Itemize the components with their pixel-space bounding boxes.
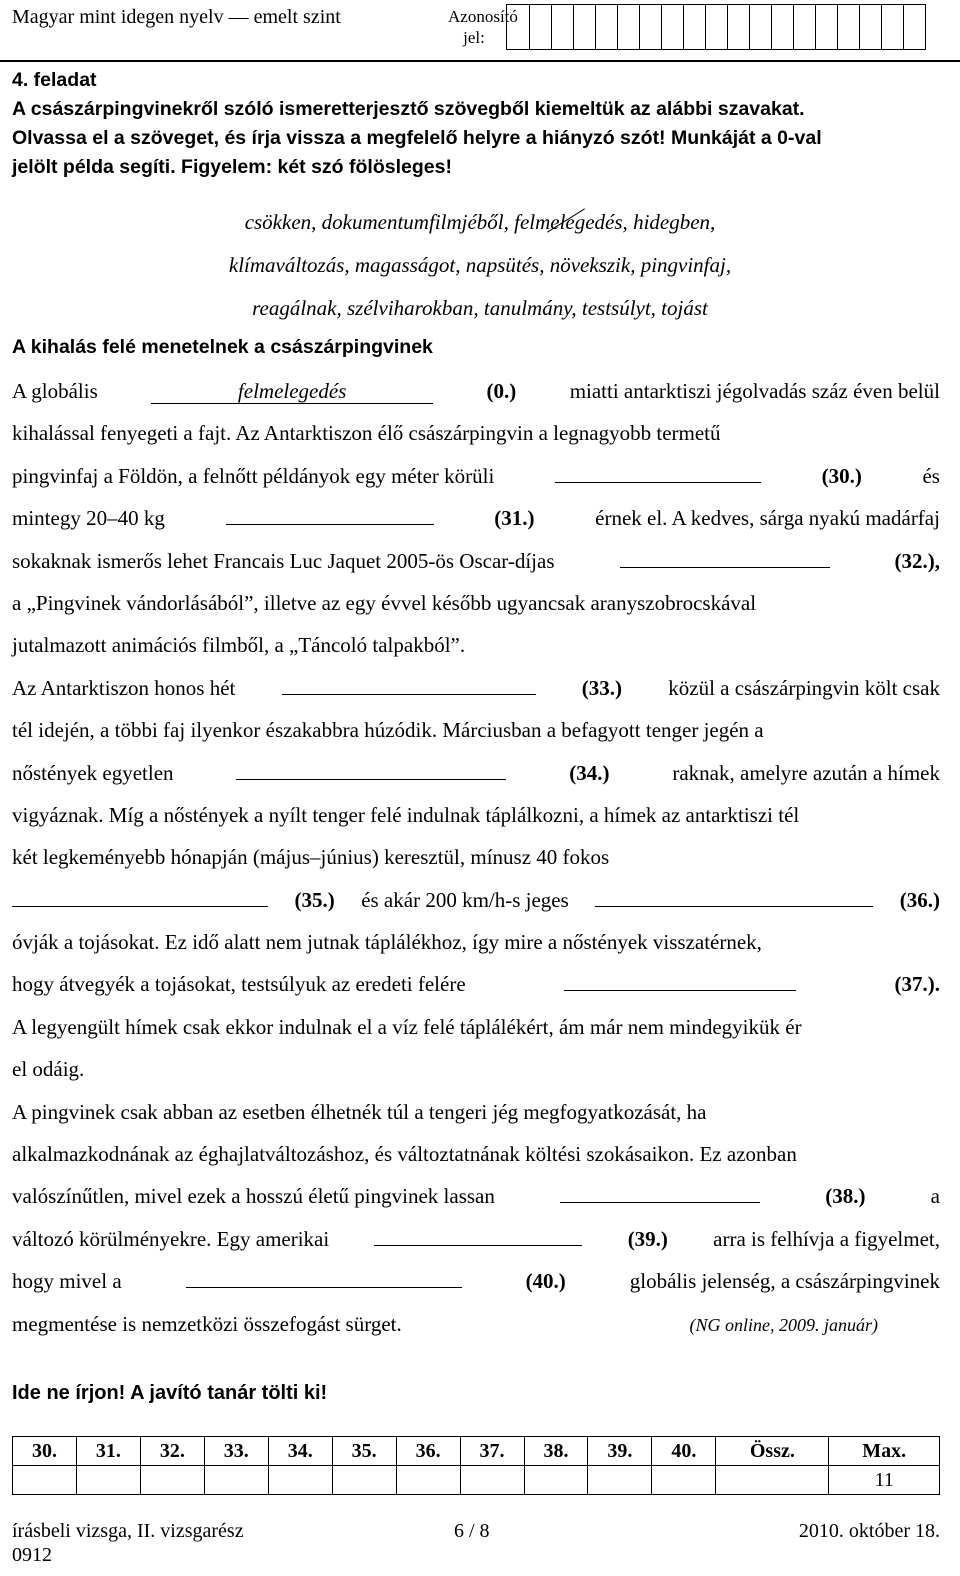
gap-number: (0.) [486,379,517,403]
score-cell[interactable] [588,1466,652,1495]
gap-number: (35.) [294,887,335,912]
gap-number: (40.) [525,1269,566,1294]
answer-blank-37[interactable] [564,964,796,991]
score-cell[interactable] [396,1466,460,1495]
instruction-line: Olvassa el a szöveget, és írja vissza a megfelelő helyre a hiányzó szót! Munkáját a 0-val [12,127,822,149]
score-header: 31. [76,1437,140,1466]
text-line: jutalmazott animációs filmből, a „Táncoló talpakból”. [12,633,466,658]
text-line: tél idején, a többi faj ilyenkor északabbra húzódik. Márciusban a befagyott tenger jegén a [12,718,764,743]
text-segment: és [922,463,940,488]
answer-blank-36[interactable] [595,880,873,907]
footer-exam-part: írásbeli vizsga, II. vizsgarész [12,1520,244,1542]
score-header: 39. [588,1437,652,1466]
score-header: 30. [13,1437,77,1466]
exam-title: Magyar mint idegen nyelv — emelt szint [12,6,341,28]
score-header: 34. [268,1437,332,1466]
answer-blank-40[interactable] [186,1261,462,1288]
text-line: A legyengült hímek csak ekkor indulnak el a víz felé táplálékért, ám már nem mindegyikük ér [12,1014,802,1039]
id-label: Azonosító jel: [448,7,518,47]
score-header: 32. [140,1437,204,1466]
score-cell[interactable] [460,1466,524,1495]
page-number: 6 / 8 [454,1520,490,1542]
word-bank-example-struck: felmelegedés, [514,206,628,238]
score-cell[interactable] [76,1466,140,1495]
text-segment: a [930,1184,940,1209]
text-line: óvják a tojásokat. Ez idő alatt nem jutnak táplálékhoz, így mire a nőstények visszatérnek, [12,930,762,955]
score-header: 36. [396,1437,460,1466]
grader-note: Ide ne írjon! A javító tanár tölti ki! [12,1382,328,1404]
score-table [12,1436,940,1495]
word-bank-text: klímaváltozás, magasságot, napsütés, növekszik, pingvinfaj, [228,253,732,277]
text-segment: globális jelenség, a császárpingvinek [629,1269,940,1294]
footer-code: 0912 [12,1544,52,1566]
text-segment: pingvinfaj a Földön, a felnőtt példányok egy méter körüli [12,463,495,488]
answer-blank-30[interactable] [555,456,761,483]
score-cell[interactable] [652,1466,716,1495]
task-instructions [12,66,942,182]
text-line: vigyáznak. Míg a nőstények a nyílt tenger felé indulnak táplálkozni, a hímek az antarktiszi tél [12,802,800,827]
text-line: két legkeményebb hónapján (május–június) keresztül, mínusz 40 fokos [12,845,610,870]
word-bank-text: hidegben, [633,210,716,234]
score-header: 40. [652,1437,716,1466]
score-header: Max. [829,1437,940,1466]
answer-blank-31[interactable] [226,498,434,525]
answer-blank-35[interactable] [12,880,268,907]
text-segment: hogy mivel a [12,1269,122,1294]
score-header: 35. [332,1437,396,1466]
answer-blank-32[interactable] [620,541,830,568]
text-segment: hogy átvegyék a tojásokat, testsúlyuk az eredeti felére [12,972,466,997]
gap-number: (31.) [494,506,535,531]
text-segment: változó körülményekre. Egy amerikai [12,1226,330,1251]
page-header [0,0,960,56]
text-segment: Az Antarktiszon honos hét [12,675,236,700]
text-segment: közül a császárpingvin költ csak [668,675,940,700]
score-header-row [13,1437,940,1466]
answer-blank-33[interactable] [282,668,536,695]
gap-number: (36.) [899,887,940,912]
instruction-line: jelölt példa segíti. Figyelem: két szó fölösleges! [12,156,452,178]
text-line: A pingvinek csak abban az esetben élhetnék túl a tengeri jég megfogyatkozását, ha [12,1099,707,1124]
answer-blank-38[interactable] [560,1176,760,1203]
text-segment: sokaknak ismerős lehet Francais Luc Jaquet 2005-ös Oscar-díjas [12,548,555,573]
header-rule [0,60,960,62]
text-line: kihalással fenyegeti a fajt. Az Antarktiszon élő császárpingvin a legnagyobb termetű [12,421,721,446]
text-line: el odáig. [12,1057,85,1082]
text-segment: raknak, amelyre azután a hímek [672,760,940,785]
task-number: 4. feladat [12,69,97,91]
article-title: A kihalás felé menetelnek a császárpingvinek [12,336,433,358]
gap-number: (34.) [569,760,610,785]
word-bank-text: csökken, dokumentumfilmjéből, [244,210,509,234]
gap-number: (33.) [581,675,623,700]
score-cell[interactable] [524,1466,588,1495]
text-segment: valószínűtlen, mivel ezek a hosszú életű pingvinek lassan [12,1184,495,1209]
instruction-line: A császárpingvinekről szóló ismeretterjesztő szövegből kiemeltük az alábbi szavakat. [12,98,805,120]
score-cell[interactable] [268,1466,332,1495]
score-cell[interactable] [140,1466,204,1495]
text-segment: mintegy 20–40 kg [12,506,165,531]
score-header: 33. [204,1437,268,1466]
answer-blank-39[interactable] [374,1219,582,1246]
text-line: alkalmazkodnának az éghajlatváltozáshoz, és változtatnának költési szokásaikon. Ez azonban [12,1142,797,1167]
gap-number: (32.), [894,548,940,573]
gap-number: (39.) [627,1226,668,1251]
score-cell[interactable] [204,1466,268,1495]
id-boxes [506,4,926,50]
score-cell[interactable] [332,1466,396,1495]
text-line: a „Pingvinek vándorlásából”, illetve az egy évvel később ugyancsak aranyszobrocskával [12,590,757,615]
text-segment: A globális [12,379,98,403]
score-header: 37. [460,1437,524,1466]
score-value-row [13,1466,940,1495]
text-segment: nőstények egyetlen [12,760,174,785]
gap-number: (38.) [825,1184,866,1209]
score-cell[interactable] [13,1466,77,1495]
text-segment: érnek el. A kedves, sárga nyakú madárfaj [595,506,940,531]
text-segment: arra is felhívja a figyelmet, [713,1226,940,1251]
score-max-value: 11 [829,1466,940,1495]
gap-number: (37.). [894,972,940,997]
answer-blank-34[interactable] [236,753,506,780]
text-segment: megmentése is nemzetközi összefogást sürget. [12,1311,402,1336]
source-citation: (NG online, 2009. január) [689,1314,878,1335]
text-segment: miatti antarktiszi jégolvadás száz éven belül [569,379,940,403]
exam-date: 2010. október 18. [798,1520,940,1542]
gap-number: (30.) [821,463,862,488]
score-total-cell[interactable] [716,1466,829,1495]
word-bank-text: reagálnak, szélviharokban, tanulmány, testsúlyt, tojást [252,296,708,320]
article-text [12,370,940,1345]
example-answer: felmelegedés [151,379,433,404]
score-header: 38. [524,1437,588,1466]
text-segment: és akár 200 km/h-s jeges [361,887,569,912]
word-bank [0,206,960,335]
score-header: Össz. [716,1437,829,1466]
